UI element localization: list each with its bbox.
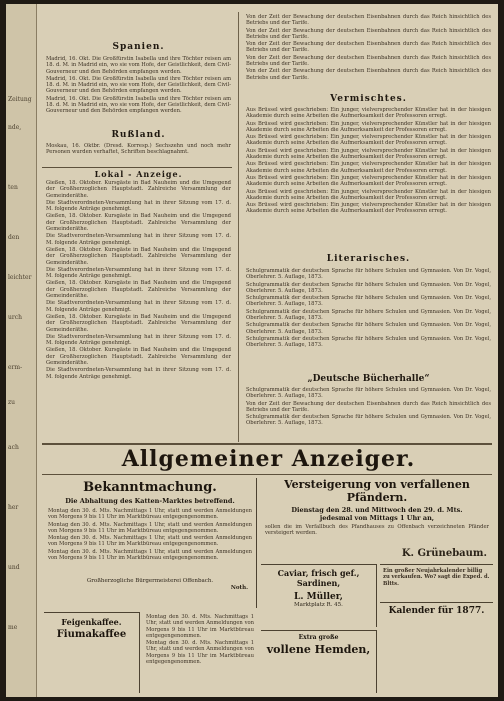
ad-subtitle: Die Abhaltung des Katten-Marktes betreffend. xyxy=(65,497,235,505)
ad-title: Kalender für 1877. xyxy=(380,602,493,616)
article-text: Schulgrammatik der deutschen Sprache für höhere Schulen und Gymnasien. Von Dr. Vogel, Oberlehrer. 5. Auflage, 1873. xyxy=(246,335,491,349)
margin-word: leichter xyxy=(8,274,32,281)
banner-top-rule xyxy=(42,443,492,445)
margin-word: den xyxy=(8,234,20,241)
article-lokal xyxy=(46,180,231,440)
article-text: Aus Brüssel wird geschrieben: Ein junger, vielversprechender Künstler hat in der hiesigen Akademie durch seine Arbeiten die Aufmerksamkeit der Professoren erregt. xyxy=(246,147,491,161)
article-text: Schulgrammatik der deutschen Sprache für höhere Schulen und Gymnasien. Von Dr. Vogel, Oberlehrer. 5. Auflage, 1873. xyxy=(246,414,491,427)
article-text: Schulgrammatik der deutschen Sprache für höhere Schulen und Gymnasien. Von Dr. Vogel, Oberlehrer. 5. Auflage, 1873. xyxy=(246,268,491,281)
ad-subtitle: Fiumakaffee xyxy=(56,629,127,640)
ad-versteigerung xyxy=(261,478,493,559)
article-top-right xyxy=(246,14,491,92)
section-heading-lokal: Lokal - Anzeige. xyxy=(94,169,183,179)
ad-subtitle: Extra große xyxy=(298,634,339,641)
ad-footer: Großherzogliche Bürgermeisterei Offenbach. xyxy=(86,578,214,584)
article-text: Moskau, 16. Oktbr. (Dresd. Korresp.) Sechszehn und noch mehr Personen wurden verhaftet, Schriften beschlagnahmt. xyxy=(46,143,231,156)
section-heading-spain: Spanien. xyxy=(112,42,165,52)
ad-signature: K. Grünebaum. xyxy=(401,548,487,559)
article-text: Die Stadtverordneten-Versammlung hat in ihrer Sitzung vom 17. d. M. folgende Anträge genehmigt. xyxy=(46,266,231,280)
article-text: Schulgrammatik der deutschen Sprache für höhere Schulen und Gymnasien. Von Dr. Vogel, Oberlehrer. 5. Auflage, 1873. xyxy=(246,308,491,322)
margin-word: und xyxy=(8,564,20,571)
article-text: Von der Zeit der Bewachung der deutschen Eisenbahnen durch das Reich hinsichtlich des Betriebs und der Tarife. xyxy=(246,41,491,54)
ad-text: Montag den 30. d. Mts. Nachmittags 1 Uhr, statt und werden Anmeldungen von Morgens 9 bis 11 Uhr im Marktbüreau entgegengenommen. xyxy=(146,640,254,666)
section-heading-bucherhalle: „Deutsche Bücherhalle“ xyxy=(307,374,430,384)
ad-text: Montag den 30. d. Mts. Nachmittags 1 Uhr, statt und werden Anmeldungen von Morgens 9 bis 11 Uhr im Marktbüreau entgegengenommen. xyxy=(48,508,252,521)
article-text: Gießen, 18. Oktober. Kursgäste in Bad Nauheim und die Umgegend der Großherzoglichen Hauptstadt. Zahlreiche Versammlung der Gemeinderäthe. xyxy=(46,313,231,333)
article-text: Madrid, 16. Okt. Die Großfürstin Isabella und ihre Töchter reisen am 18. d. M. in Madrid ein, wo sie vom Hofe, der Geistlichkeit, dem Civil-Gouverneur und den Behörden empfangen werden. xyxy=(46,95,231,115)
ad-address: Marktplatz R. 45. xyxy=(294,602,343,608)
ad-body xyxy=(265,524,489,546)
column-divider xyxy=(238,12,239,442)
article-bucherhalle xyxy=(246,387,491,439)
article-text: Von der Zeit der Bewachung der deutschen Eisenbahnen durch das Reich hinsichtlich des Betriebs und der Tarife. xyxy=(246,54,491,68)
ad-title: Caviar, frisch gef., xyxy=(277,568,360,578)
ad-bekanntmachung xyxy=(44,478,257,608)
section-heading-literarisches: Literarisches. xyxy=(326,254,411,264)
article-text: Aus Brüssel wird geschrieben: Ein junger, vielversprechender Künstler hat in der hiesigen Akademie durch seine Arbeiten die Aufmerksamkeit der Professoren erregt. xyxy=(246,134,491,147)
ad-title: Versteigerung von verfallenen Pfändern. xyxy=(284,478,470,504)
article-text: Gießen, 18. Oktober. Kursgäste in Bad Nauheim und die Umgegend der Großherzoglichen Hauptstadt. Zahlreiche Versammlung der Gemeinderäthe. xyxy=(46,180,231,199)
ad-text: Montag den 30. d. Mts. Nachmittags 1 Uhr, statt und werden Anmeldungen von Morgens 9 bis 11 Uhr im Marktbüreau entgegengenommen. xyxy=(48,548,252,562)
ad-title: Feigenkaffee. xyxy=(61,617,122,627)
article-text: Aus Brüssel wird geschrieben: Ein junger, vielversprechender Künstler hat in der hiesigen Akademie durch seine Arbeiten die Aufmerksamkeit der Professoren erregt. xyxy=(246,188,491,201)
article-text: Von der Zeit der Bewachung der deutschen Eisenbahnen durch das Reich hinsichtlich des Betriebs und der Tarife. xyxy=(246,14,491,27)
ad-text: sollen die im Verfallbuch des Pfandhauses zu Offenbach verzeichneten Pfänder versteigert werden. xyxy=(265,524,489,537)
article-russia xyxy=(46,143,231,167)
ad-seller: L. Müller, xyxy=(294,592,343,602)
margin-word: me xyxy=(8,624,18,631)
ad-note: Ein großer Neujahrkalender billig zu verkaufen. Wo? sagt die Exped. d. Bltts. xyxy=(383,568,490,587)
article-text: Von der Zeit der Bewachung der deutschen Eisenbahnen durch das Reich hinsichtlich des Betriebs und der Tarife. xyxy=(246,400,491,413)
margin-word: her xyxy=(8,504,19,511)
margin-word: erm- xyxy=(8,364,23,371)
ad-caviar xyxy=(261,564,377,627)
ad-date: Dienstag den 28. und Mittwoch den 29. d. Mts. xyxy=(291,506,463,514)
ad-kalender xyxy=(380,564,493,693)
ad-feigenkaffee xyxy=(44,612,140,693)
article-text: Die Stadtverordneten-Versammlung hat in ihrer Sitzung vom 17. d. M. folgende Anträge genehmigt. xyxy=(46,199,231,213)
article-text: Schulgrammatik der deutschen Sprache für höhere Schulen und Gymnasien. Von Dr. Vogel, Oberlehrer. 5. Auflage, 1873. xyxy=(246,295,491,308)
ad-body xyxy=(48,508,252,578)
section-rule xyxy=(42,167,232,168)
article-vermischtes xyxy=(246,107,491,251)
article-text: Gießen, 18. Oktober. Kursgäste in Bad Nauheim und die Umgegend der Großherzoglichen Hauptstadt. Zahlreiche Versammlung der Gemeinderäthe. xyxy=(46,213,231,233)
ad-small-notice xyxy=(146,614,254,692)
previous-page-margin xyxy=(6,4,37,697)
margin-word: zu xyxy=(8,399,16,406)
ad-signature: Noth. xyxy=(230,584,248,591)
margin-word: urch xyxy=(8,314,22,321)
article-text: Gießen, 18. Oktober. Kursgäste in Bad Nauheim und die Umgegend der Großherzoglichen Hauptstadt. Zahlreiche Versammlung der Gemeinderäthe. xyxy=(46,347,231,367)
article-text: Die Stadtverordneten-Versammlung hat in ihrer Sitzung vom 17. d. M. folgende Anträge genehmigt. xyxy=(46,233,231,246)
margin-word: ten xyxy=(8,184,18,191)
article-text: Aus Brüssel wird geschrieben: Ein junger, vielversprechender Künstler hat in der hiesigen Akademie durch seine Arbeiten die Aufmerksamkeit der Professoren erregt. xyxy=(246,120,491,133)
article-text: Aus Brüssel wird geschrieben: Ein junger, vielversprechender Künstler hat in der hiesigen Akademie durch seine Arbeiten die Aufmerksamkeit der Professoren erregt. xyxy=(246,174,491,188)
ad-text: Montag den 30. d. Mts. Nachmittags 1 Uhr, statt und werden Anmeldungen von Morgens 9 bis 11 Uhr im Marktbüreau entgegengenommen. xyxy=(146,614,254,639)
ad-hemden xyxy=(261,630,377,693)
ad-text: Montag den 30. d. Mts. Nachmittags 1 Uhr, statt und werden Anmeldungen von Morgens 9 bis 11 Uhr im Marktbüreau entgegengenommen. xyxy=(48,521,252,534)
ad-subtitle: Sardinen, xyxy=(296,578,341,588)
margin-word: ach xyxy=(8,444,19,451)
article-text: Aus Brüssel wird geschrieben: Ein junger, vielversprechender Künstler hat in der hiesigen Akademie durch seine Arbeiten die Aufmerksamkeit der Professoren erregt. xyxy=(246,107,491,120)
ad-text: Montag den 30. d. Mts. Nachmittags 1 Uhr, statt und werden Anmeldungen von Morgens 9 bis 11 Uhr im Marktbüreau entgegengenommen. xyxy=(48,535,252,548)
article-text: Aus Brüssel wird geschrieben: Ein junger, vielversprechender Künstler hat in der hiesigen Akademie durch seine Arbeiten die Aufmerksamkeit der Professoren erregt. xyxy=(246,202,491,215)
newspaper-page xyxy=(6,4,498,697)
article-text: Von der Zeit der Bewachung der deutschen Eisenbahnen durch das Reich hinsichtlich des Betriebs und der Tarife. xyxy=(246,27,491,40)
article-text: Die Stadtverordneten-Versammlung hat in ihrer Sitzung vom 17. d. M. folgende Anträge genehmigt. xyxy=(46,367,231,380)
advertiser-banner: Allgemeiner Anzeiger. xyxy=(121,446,416,472)
ad-title: vollene Hemden, xyxy=(266,643,371,656)
article-text: Aus Brüssel wird geschrieben: Ein junger, vielversprechender Künstler hat in der hiesigen Akademie durch seine Arbeiten die Aufmerksamkeit der Professoren erregt. xyxy=(246,161,491,174)
article-text: Schulgrammatik der deutschen Sprache für höhere Schulen und Gymnasien. Von Dr. Vogel, Oberlehrer. 5. Auflage, 1873. xyxy=(246,322,491,335)
ad-title: Bekanntmachung. xyxy=(83,480,217,495)
ad-time: jedesmal von Mittags 1 Uhr an, xyxy=(319,514,435,522)
article-text: Die Stadtverordneten-Versammlung hat in ihrer Sitzung vom 17. d. M. folgende Anträge genehmigt. xyxy=(46,333,231,347)
article-text: Madrid, 16. Okt. Die Großfürstin Isabella und ihre Töchter reisen am 18. d. M. in Madrid ein, wo sie vom Hofe, der Geistlichkeit, dem Civil-Gouverneur und den Behörden empfangen werden. xyxy=(46,75,231,95)
margin-word: nde, xyxy=(8,124,22,131)
article-text: Gießen, 18. Oktober. Kursgäste in Bad Nauheim und die Umgegend der Großherzoglichen Hauptstadt. Zahlreiche Versammlung der Gemeinderäthe. xyxy=(46,246,231,266)
article-text: Gießen, 18. Oktober. Kursgäste in Bad Nauheim und die Umgegend der Großherzoglichen Hauptstadt. Zahlreiche Versammlung der Gemeinderäthe. xyxy=(46,280,231,300)
banner-bottom-rule xyxy=(42,474,492,475)
article-text: Madrid, 16. Okt. Die Großfürstin Isabella und ihre Töchter reisen am 18. d. M. in Madrid ein, wo sie vom Hofe, der Geistlichkeit, dem Civil-Gouverneur und den Behörden empfangen werden. xyxy=(46,56,231,75)
section-heading-vermischtes: Vermischtes. xyxy=(330,94,407,104)
article-text: Schulgrammatik der deutschen Sprache für höhere Schulen und Gymnasien. Von Dr. Vogel, Oberlehrer. 5. Auflage, 1873. xyxy=(246,387,491,400)
article-text: Von der Zeit der Bewachung der deutschen Eisenbahnen durch das Reich hinsichtlich des Betriebs und der Tarife. xyxy=(246,68,491,81)
article-literarisches xyxy=(246,268,491,372)
article-text: Schulgrammatik der deutschen Sprache für höhere Schulen und Gymnasien. Von Dr. Vogel, Oberlehrer. 5. Auflage, 1873. xyxy=(246,281,491,294)
section-heading-russia: Rußland. xyxy=(111,130,166,140)
margin-word: Zeitung xyxy=(8,96,32,103)
article-text: Die Stadtverordneten-Versammlung hat in ihrer Sitzung vom 17. d. M. folgende Anträge genehmigt. xyxy=(46,300,231,313)
article-spain xyxy=(46,56,231,126)
